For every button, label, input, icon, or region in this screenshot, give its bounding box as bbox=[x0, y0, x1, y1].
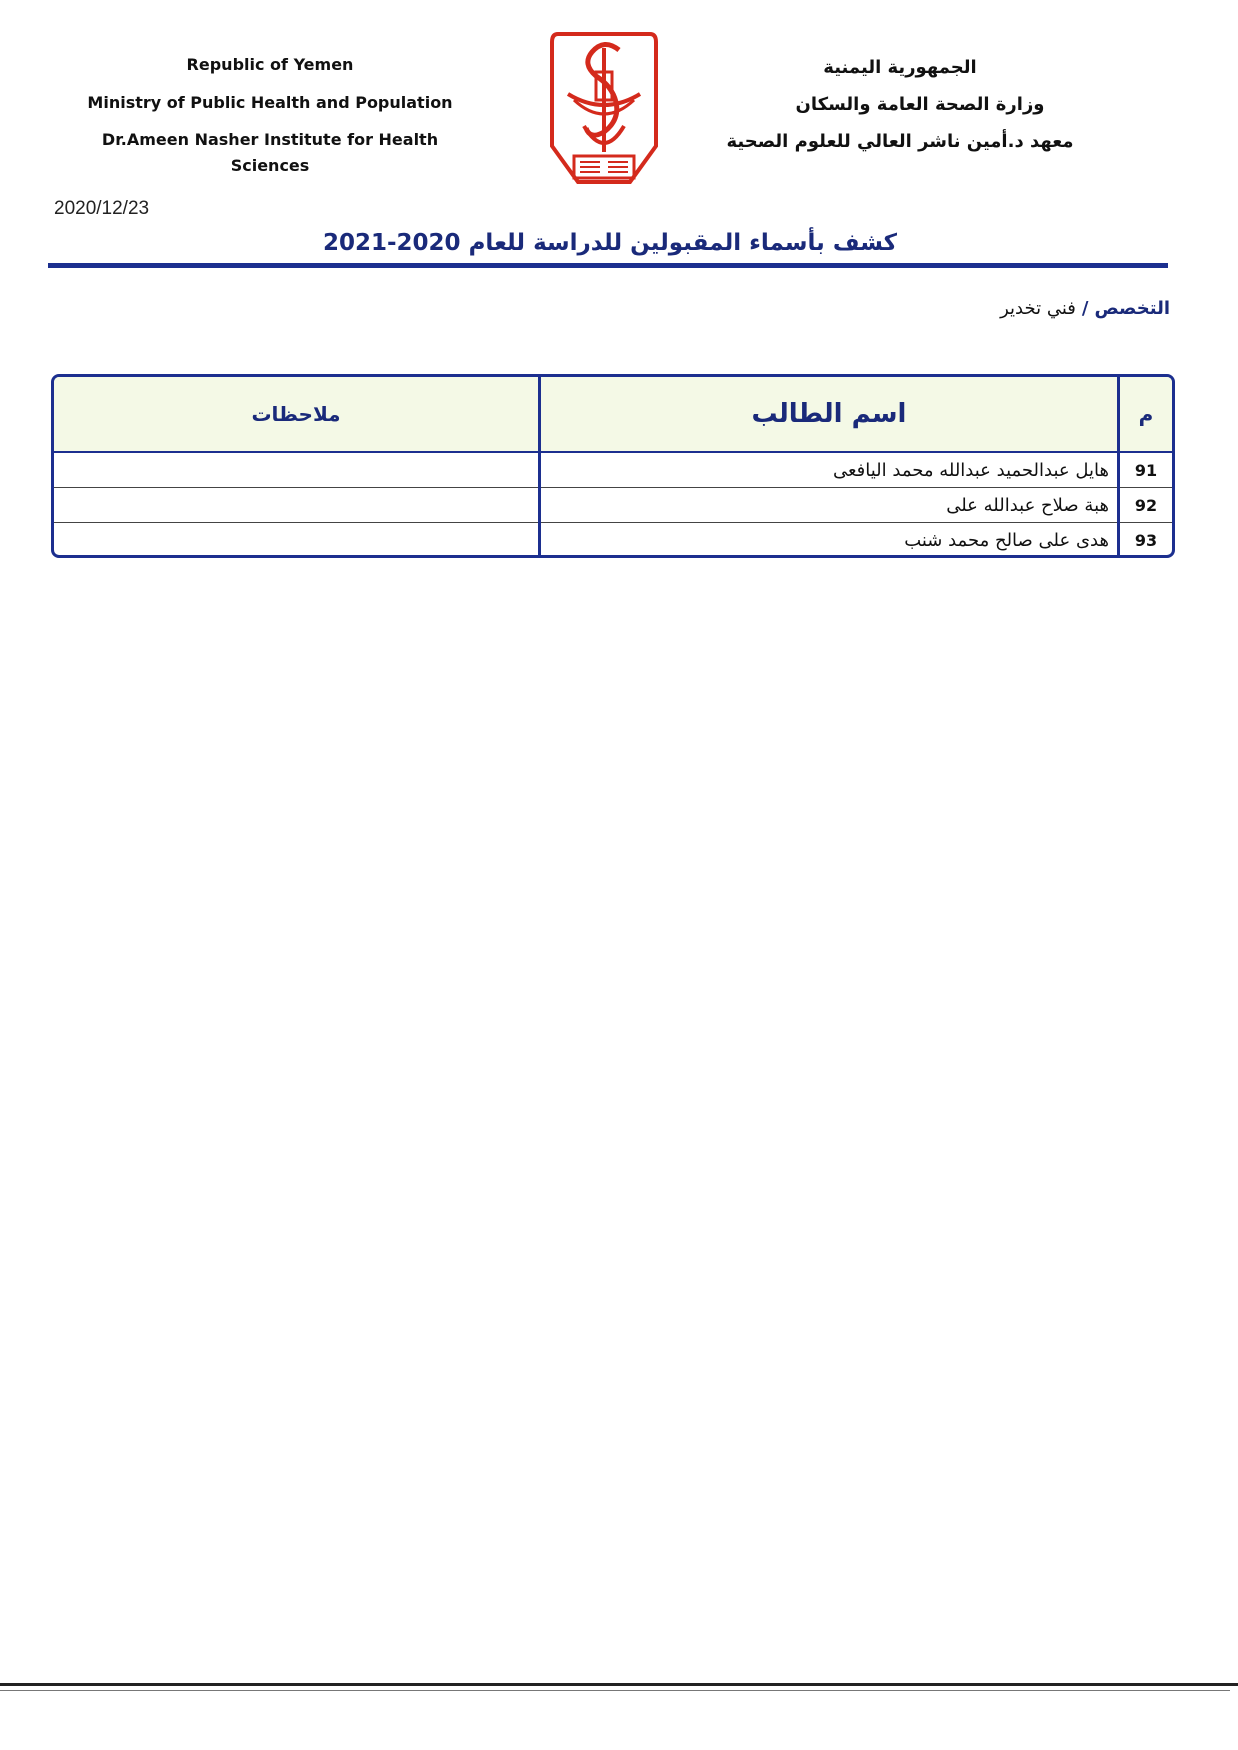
institute-name-ar: معهد د.أمين ناشر العالي للعلوم الصحية bbox=[726, 131, 1074, 152]
institute-name-en: Dr.Ameen Nasher Institute for Health Sciences bbox=[101, 130, 439, 175]
specialty-line bbox=[1000, 298, 1170, 319]
specialty-value: فني تخدير bbox=[1000, 298, 1076, 319]
column-header-notes: ملاحظات bbox=[54, 377, 540, 452]
column-header-number: م bbox=[1119, 377, 1173, 452]
student-name: هبة صلاح عبدالله على bbox=[540, 488, 1119, 523]
table-row bbox=[54, 488, 1172, 523]
student-name: هدى على صالح محمد شنب bbox=[540, 523, 1119, 558]
specialty-separator: / bbox=[1081, 298, 1089, 319]
ministry-name-en: Ministry of Public Health and Population bbox=[87, 92, 453, 112]
row-notes bbox=[54, 523, 540, 558]
student-name: هايل عبدالحميد عبدالله محمد اليافعى bbox=[540, 452, 1119, 488]
row-notes bbox=[54, 452, 540, 488]
table-header-row bbox=[54, 377, 1172, 452]
row-notes bbox=[54, 488, 540, 523]
students-table bbox=[51, 374, 1175, 558]
title-divider bbox=[48, 263, 1168, 268]
row-number: 92 bbox=[1119, 488, 1173, 523]
country-name-ar: الجمهورية اليمنية bbox=[823, 57, 977, 78]
specialty-label: التخصص bbox=[1094, 298, 1170, 319]
document-title: كشف بأسماء المقبولين للدراسة للعام 2020-2021 bbox=[322, 230, 898, 256]
footer-divider bbox=[0, 1683, 1238, 1686]
header-english bbox=[60, 52, 480, 175]
row-number: 93 bbox=[1119, 523, 1173, 558]
institute-emblem-icon bbox=[544, 28, 664, 190]
row-number: 91 bbox=[1134, 460, 1158, 480]
country-name-en: Republic of Yemen bbox=[186, 55, 354, 74]
column-header-student-name: اسم الطالب bbox=[540, 377, 1119, 452]
ministry-name-ar: وزارة الصحة العامة والسكان bbox=[795, 94, 1045, 115]
header-arabic bbox=[690, 54, 1110, 165]
document-date: 2020/12/23 bbox=[54, 198, 150, 219]
table-row bbox=[54, 452, 1172, 488]
table-row bbox=[54, 523, 1172, 558]
footer-divider-thin bbox=[0, 1690, 1230, 1691]
